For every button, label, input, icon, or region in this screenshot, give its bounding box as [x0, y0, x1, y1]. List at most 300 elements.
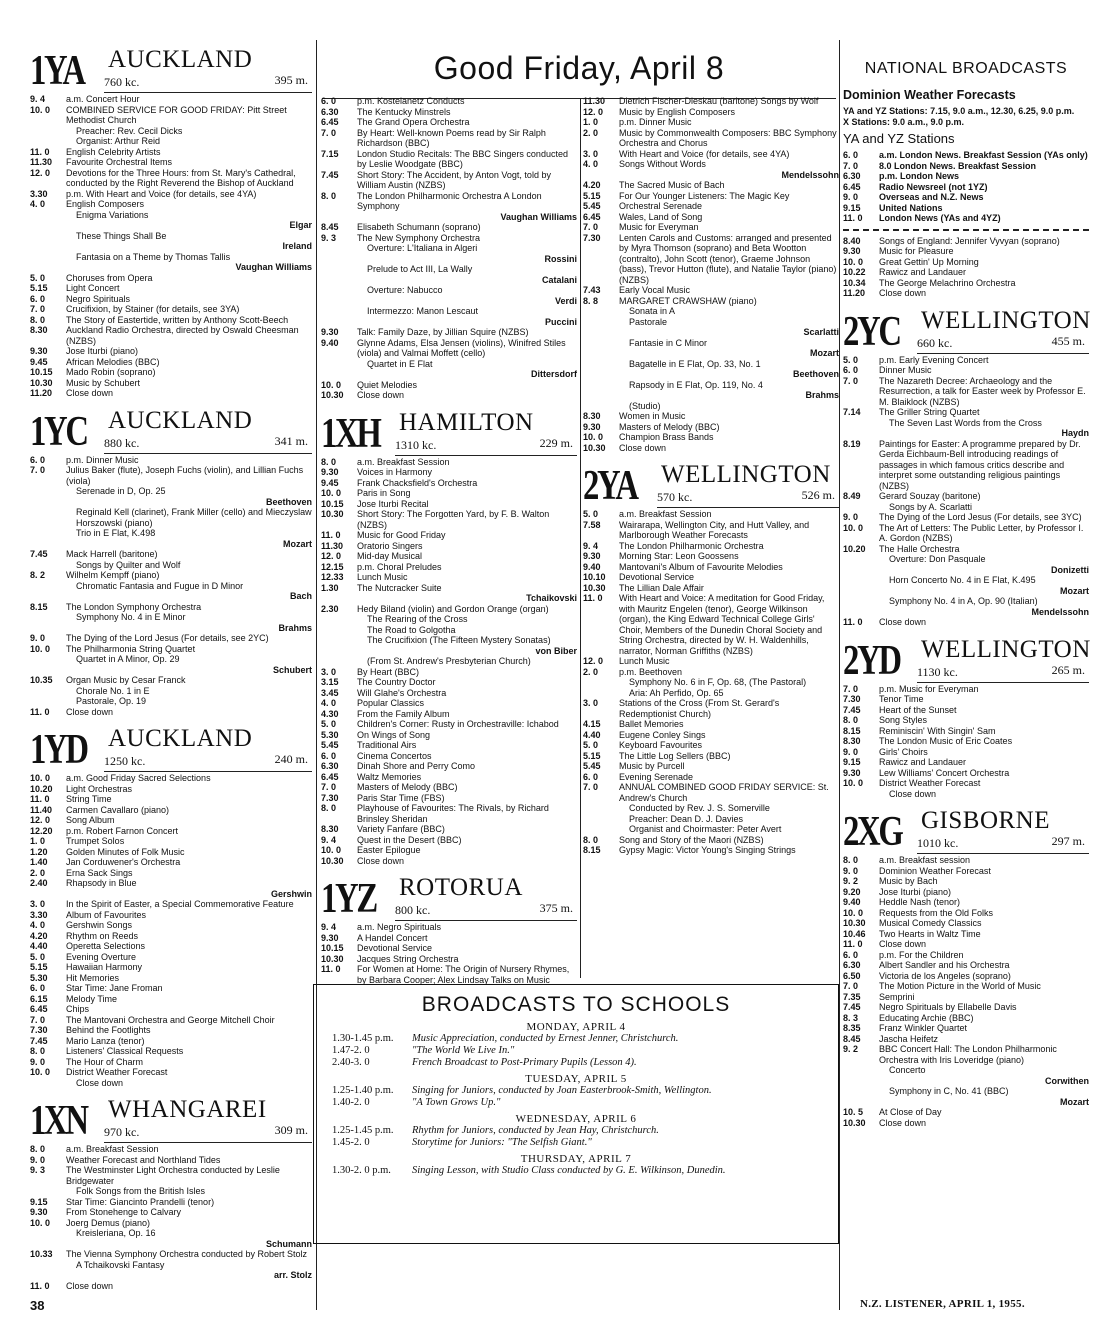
- programme-item: [30, 1249, 312, 1260]
- dashed-divider: [843, 229, 1089, 231]
- national-evening-programme: [843, 236, 1089, 299]
- programme-time: 7.30: [30, 1025, 48, 1035]
- programme-item: [583, 740, 839, 751]
- programme-time: 9. 0: [30, 1056, 46, 1067]
- programme-time: [30, 696, 66, 707]
- composer: Tchaikovski: [526, 593, 577, 603]
- programme-item: [321, 803, 577, 824]
- programme-description: With Heart and Voice: A meditation for Good Friday, with Mauritz Engelen (tenor), George Wilkinson (organ), the King Edward Technical College Girls' Choir, Members of the Dunedin Choral Society and String Orchestra, directed by W. H. Waldenhills, narrator, Norman Griffiths (NZBS): [619, 593, 825, 656]
- programme-item: [321, 730, 577, 741]
- programme-description: The Kentucky Minstrels: [357, 106, 451, 117]
- programme-description: a.m. Negro Spirituals: [357, 922, 442, 932]
- programme-list: [321, 457, 577, 867]
- programme-description: p.m. Dinner Music: [619, 117, 692, 127]
- composer: Beethoven: [265, 496, 312, 507]
- programme-time: 6.45: [843, 181, 861, 192]
- programme-description: Gershwin Songs: [66, 920, 133, 930]
- programme-item-group: [583, 369, 839, 380]
- programme-description: Carmen Cavallaro (piano): [66, 804, 170, 815]
- programme-list: [843, 355, 1089, 628]
- programme-time: 10. 0: [30, 773, 51, 783]
- programme-description: Albert Sandler and his Orchestra: [879, 960, 1010, 970]
- schools-time: 1.30-2. 0 p.m.: [332, 1165, 391, 1176]
- programme-time: [321, 243, 357, 254]
- programme-description: Serenade in D, Op. 25: [76, 486, 166, 496]
- programme-item-group: [321, 583, 577, 604]
- programme-time: 9.40: [321, 337, 339, 348]
- programme-description: The New Symphony Orchestra: [357, 232, 481, 243]
- composer: Beethoven: [792, 369, 839, 379]
- programme-time: 8.15: [30, 601, 48, 612]
- programme-item: [30, 696, 312, 707]
- programme-time: 10.30: [321, 509, 344, 519]
- programme-item: [583, 128, 839, 149]
- programme-description: The Halle Orchestra: [879, 543, 960, 554]
- composer: Elgar: [289, 220, 312, 230]
- programme-item: [843, 203, 1089, 214]
- station-call-sign: 2XG: [843, 809, 902, 855]
- programme-item: [843, 491, 1089, 502]
- programme-description: p.m. For the Children: [879, 949, 964, 960]
- programme-item: [30, 910, 312, 921]
- programme-time: [321, 614, 357, 625]
- programme-time: 10.35: [30, 675, 53, 685]
- programme-item: [321, 835, 577, 846]
- programme-time: 9.40: [843, 897, 861, 907]
- programme-time: [30, 136, 66, 147]
- programme-item: [583, 824, 839, 835]
- programme-description: Dietrich Fischer-Dieskau (baritone) Songs by Wolf: [619, 96, 819, 106]
- schools-description: Rhythm for Juniors, conducted by Jean Hay, Christchurch.: [412, 1125, 659, 1136]
- programme-item: [30, 560, 312, 571]
- station-2yd: [843, 634, 1089, 800]
- station-frequency: 1310 kc.: [395, 437, 437, 452]
- programme-time: 7.14: [843, 407, 861, 417]
- programme-item: [321, 467, 577, 478]
- programme-item: [30, 570, 312, 581]
- programme-description: p.m. Choral Preludes: [357, 561, 442, 572]
- composer: Brahms: [805, 390, 839, 400]
- programme-item: [321, 688, 577, 699]
- programme-item: [30, 973, 312, 984]
- programme-item: [843, 981, 1089, 992]
- programme-item: [30, 105, 312, 126]
- schools-description: "The World We Live In.": [412, 1045, 515, 1056]
- station-city: WELLINGTON: [661, 461, 831, 488]
- programme-description: Ballet Memories: [619, 719, 684, 729]
- programme-time: 4.30: [321, 708, 339, 719]
- programme-description: Close down: [66, 1280, 114, 1291]
- programme-time: 11. 0: [30, 794, 50, 804]
- programme-description: p.m. Beethoven: [619, 666, 683, 677]
- composer: Catalani: [541, 274, 577, 285]
- programme-item: [30, 1155, 312, 1166]
- programme-item: [583, 845, 839, 856]
- station-1yz-afternoon: [583, 96, 839, 453]
- programme-item: [583, 572, 839, 583]
- station-wavelength: 375 m.: [539, 901, 573, 915]
- programme-item: [843, 715, 1089, 726]
- programme-description: Music for Pleasure: [879, 246, 954, 256]
- programme-item: [321, 954, 577, 965]
- station-city: GISBORNE: [921, 807, 1051, 834]
- programme-description: Rapsody in E Flat, Op. 119, No. 4: [629, 379, 763, 390]
- station-header: [843, 305, 1089, 355]
- programme-item: [321, 635, 577, 646]
- programme-description: Heart of the Sunset: [879, 704, 957, 715]
- programme-time: 5.45: [583, 201, 601, 211]
- programme-time: 6. 0: [843, 150, 859, 160]
- programme-item: [30, 962, 312, 973]
- programme-description: Song Styles: [879, 715, 928, 725]
- programme-description: The Philharmonia String Quartet: [66, 643, 196, 654]
- programme-item: [843, 736, 1089, 747]
- station-header: [30, 405, 312, 455]
- programme-time: 7.43: [583, 285, 601, 295]
- programme-item: [321, 933, 577, 944]
- programme-time: 9.30: [321, 467, 339, 477]
- programme-description: From Stonehenge to Calvary: [66, 1207, 182, 1217]
- programme-time: 9. 0: [30, 633, 46, 643]
- programme-item: [30, 1165, 312, 1186]
- programme-time: 10. 0: [583, 432, 604, 442]
- programme-description: Rawicz and Landauer: [879, 267, 967, 277]
- programme-time: 7. 0: [843, 160, 859, 171]
- programme-description: Victoria de los Angeles (soprano): [879, 970, 1011, 981]
- programme-description: Mack Harrell (baritone): [66, 549, 158, 559]
- programme-description: Hedy Biland (violin) and Gordon Orange (organ): [357, 603, 549, 614]
- programme-description: Organist and Choirmaster: Peter Avert: [629, 824, 782, 834]
- composer: Mozart: [283, 538, 312, 549]
- programme-time: 4. 0: [321, 698, 337, 708]
- programme-time: 10.15: [321, 943, 344, 953]
- programme-item: [583, 593, 839, 656]
- programme-time: [30, 612, 66, 623]
- programme-item: [321, 107, 577, 118]
- programme-description: Early Vocal Music: [619, 285, 691, 295]
- station-header: [30, 44, 312, 94]
- programme-description: Wales, Land of Song: [619, 211, 703, 222]
- station-frequency: 800 kc.: [395, 903, 431, 917]
- programme-time: [321, 635, 357, 646]
- broadcasts-to-schools-box: [313, 984, 839, 1244]
- programme-description: Songs Without Words: [619, 159, 706, 169]
- programme-item: [321, 943, 577, 954]
- programme-time: 7.45: [321, 169, 339, 180]
- column-4: [843, 84, 1089, 1128]
- programme-time: 6.15: [30, 993, 48, 1004]
- schools-item: [314, 1085, 838, 1097]
- programme-item: [583, 803, 839, 814]
- programme-item: [843, 866, 1089, 877]
- programme-description: Short Story: The Accident, by Anton Vogt, told by William Austin (NZBS): [357, 169, 551, 190]
- programme-time: 9. 3: [30, 1165, 46, 1175]
- programme-description: Jose Iturbi (piano): [879, 886, 952, 897]
- programme-description: Variety Fanfare (BBC): [357, 824, 445, 834]
- programme-time: 8. 2: [30, 570, 46, 580]
- programme-item: [843, 778, 1089, 789]
- programme-description: 8.0 London News. Breakfast Session: [879, 160, 1037, 171]
- programme-description: Jacques String Orchestra: [357, 953, 459, 964]
- programme-item: [321, 530, 577, 541]
- programme-item: [30, 836, 312, 847]
- programme-time: [583, 338, 619, 349]
- schools-item: [314, 1045, 838, 1057]
- programme-item: [30, 941, 312, 952]
- programme-description: Melody Time: [66, 993, 118, 1004]
- programme-item: [843, 1118, 1089, 1129]
- programme-description: Negro Spirituals: [66, 293, 131, 304]
- programme-time: 6.45: [321, 771, 339, 782]
- programme-description: Close down: [76, 1077, 124, 1088]
- programme-time: [321, 625, 357, 636]
- programme-description: Close down: [357, 390, 405, 400]
- programme-item: [843, 971, 1089, 982]
- programme-item: [843, 684, 1089, 695]
- schools-time: 1.25-1.45 p.m.: [332, 1125, 394, 1136]
- programme-description: Champion Brass Bands: [619, 432, 714, 442]
- programme-item: [321, 359, 577, 370]
- programme-description: Lew Williams' Concert Orchestra: [879, 767, 1010, 778]
- programme-description: The London Music of Eric Coates: [879, 736, 1013, 746]
- station-header-rule: [104, 1142, 312, 1143]
- programme-time: 11. 0: [843, 617, 863, 627]
- programme-item: [583, 149, 839, 160]
- programme-time: [30, 1260, 66, 1271]
- programme-item: [30, 273, 312, 284]
- programme-item: [583, 285, 839, 296]
- programme-description: Popular Classics: [357, 698, 425, 708]
- station-header-rule: [917, 853, 1089, 854]
- programme-description: By Heart: Well-known Poems read by Sir Ralph Richardson (BBC): [357, 127, 546, 148]
- schools-description: Singing for Juniors, conducted by Joan Easterbrook-Smith, Wellington.: [412, 1085, 712, 1096]
- composer: Puccini: [544, 316, 577, 327]
- programme-description: COMBINED SERVICE FOR GOOD FRIDAY: Pitt Street Methodist Church: [66, 104, 287, 125]
- programme-description: Paris in Song: [357, 488, 411, 498]
- composer: arr. Stolz: [273, 1270, 312, 1280]
- programme-time: 5.45: [321, 740, 339, 750]
- programme-description: These Things Shall Be: [76, 230, 167, 241]
- programme-description: Heddle Nash (tenor): [879, 897, 961, 907]
- programme-description: a.m. Breakfast Session: [66, 1144, 159, 1154]
- station-header-rule: [917, 682, 1089, 683]
- programme-description: Oratorio Singers: [357, 540, 423, 551]
- programme-time: 9. 4: [321, 922, 337, 932]
- programme-time: 10.30: [321, 855, 344, 866]
- programme-item: [321, 117, 577, 128]
- station-2ya: [583, 459, 839, 856]
- programme-item: [30, 1057, 312, 1068]
- programme-description: Crucifixion, by Stainer (for details, see 3YA): [66, 304, 240, 314]
- programme-item: [321, 541, 577, 552]
- programme-item: [30, 231, 312, 242]
- programme-item: [583, 698, 839, 719]
- programme-item: [843, 1044, 1089, 1065]
- schools-time: 1.45-2. 0: [332, 1137, 370, 1148]
- programme-description: Reginald Kell (clarinet), Frank Miller (cello) and Mieczyslaw Horszowski (piano): [76, 507, 312, 528]
- schools-description: Music Appreciation, conducted by Ernest Jenner, Christchurch.: [412, 1033, 679, 1044]
- programme-time: 8.19: [843, 438, 861, 449]
- programme-item: [583, 401, 839, 412]
- programme-time: 10. 0: [843, 522, 864, 533]
- programme-time: 12. 0: [30, 815, 51, 825]
- programme-item: [321, 751, 577, 762]
- programme-item: [30, 378, 312, 389]
- programme-description: Reminiscin' With Singin' Sam: [879, 725, 996, 736]
- programme-time: 12.20: [30, 825, 53, 836]
- programme-time: [583, 306, 619, 317]
- programme-time: [583, 380, 619, 391]
- programme-item: [321, 761, 577, 772]
- programme-time: 7. 0: [30, 1014, 46, 1025]
- programme-description: London News (YAs and 4YZ): [879, 213, 1001, 223]
- programme-description: Album of Favourites: [66, 909, 147, 920]
- programme-item: [843, 1065, 1089, 1076]
- programme-time: 8. 0: [30, 1144, 46, 1154]
- programme-description: Chips: [66, 1004, 90, 1014]
- programme-description: Keyboard Favourites: [619, 740, 703, 750]
- programme-description: The Rearing of the Cross: [367, 614, 468, 624]
- programme-item: [843, 596, 1089, 607]
- programme-time: [583, 401, 619, 412]
- station-city: ROTORUA: [399, 874, 523, 901]
- broadcasts-to-schools-title: BROADCASTS TO SCHOOLS: [421, 993, 731, 1016]
- programme-time: 5. 0: [321, 719, 337, 729]
- programme-item: [321, 285, 577, 296]
- programme-item: [583, 688, 839, 699]
- programme-description: Light Orchestras: [66, 783, 133, 794]
- programme-description: Mario Lanza (tenor): [66, 1035, 145, 1046]
- programme-item: [843, 512, 1089, 523]
- programme-item: [843, 418, 1089, 429]
- programme-list: [321, 96, 577, 401]
- programme-item: [583, 772, 839, 783]
- programme-list: [583, 509, 839, 856]
- programme-time: 5.30: [321, 729, 339, 740]
- programme-item: [321, 338, 577, 359]
- programme-item: [30, 794, 312, 805]
- station-header-rule: [917, 353, 1089, 354]
- programme-description: Jascha Heifetz: [879, 1033, 939, 1044]
- composer: Bach: [289, 591, 312, 601]
- programme-description: Stations of the Cross (From St. Gerard's Redemptionist Church): [619, 698, 780, 719]
- programme-description: BBC Concert Hall: The London Philharmonic Orchestra with Iris Loveridge (piano): [879, 1044, 1057, 1065]
- programme-description: Easter Epilogue: [357, 845, 421, 855]
- programme-item: [321, 478, 577, 489]
- programme-time: 11. 0: [321, 964, 341, 974]
- programme-item: [843, 182, 1089, 193]
- schools-item: [314, 1125, 838, 1137]
- programme-description: African Melodies (BBC): [66, 356, 160, 367]
- programme-item-group: [583, 380, 839, 401]
- programme-time: 7. 0: [30, 465, 46, 475]
- programme-time: 10.15: [30, 367, 53, 377]
- schools-item: [314, 1057, 838, 1069]
- station-wavelength: 265 m.: [1051, 662, 1085, 677]
- programme-description: Horn Concerto No. 4 in E Flat, K.495: [889, 575, 1036, 585]
- programme-time: 10.20: [843, 543, 866, 554]
- programme-time: [321, 264, 357, 275]
- programme-item: [583, 751, 839, 762]
- programme-description: Two Hearts in Waltz Time: [879, 928, 981, 939]
- programme-time: 9.20: [843, 886, 861, 897]
- programme-description: a.m. London News. Breakfast Session (YAs only): [879, 150, 1088, 160]
- programme-time: 6. 0: [30, 454, 46, 465]
- programme-time: 8.35: [843, 1023, 861, 1033]
- station-header: [321, 872, 577, 922]
- programme-description: Enigma Variations: [76, 209, 149, 220]
- programme-time: [321, 306, 357, 317]
- programme-item: [30, 1144, 312, 1155]
- programme-item: [30, 157, 312, 168]
- programme-description: Symphony No. 4 in A, Op. 90 (Italian): [889, 596, 1038, 606]
- station-header: [583, 459, 839, 509]
- programme-item: [843, 439, 1089, 492]
- station-header: [843, 634, 1089, 684]
- programme-item-group: [321, 306, 577, 327]
- programme-description: Morning Star: Leon Goossens: [619, 551, 739, 561]
- programme-time: 7.30: [843, 694, 861, 704]
- programme-item: [843, 278, 1089, 289]
- programme-description: String Time: [66, 794, 112, 804]
- programme-time: 8.15: [583, 845, 601, 855]
- programme-time: 9. 2: [843, 876, 859, 886]
- programme-item: [583, 117, 839, 128]
- programme-item: [843, 960, 1089, 971]
- programme-item: [843, 617, 1089, 628]
- programme-item: [30, 847, 312, 858]
- programme-time: 9.15: [30, 1196, 48, 1207]
- programme-description: Overseas and N.Z. News: [879, 192, 984, 202]
- programme-item: [583, 667, 839, 678]
- programme-item: [321, 719, 577, 730]
- programme-description: The London Philharmonic Orchestra: [619, 540, 764, 551]
- programme-time: 4. 0: [30, 920, 46, 930]
- programme-item: [321, 390, 577, 401]
- programme-item: [30, 1046, 312, 1057]
- programme-time: 5.45: [583, 761, 601, 771]
- programme-item: [30, 1260, 312, 1271]
- programme-description: The Mantovani Orchestra and George Mitchell Choir: [66, 1014, 275, 1025]
- programme-description: The Motion Picture in the World of Music: [879, 981, 1041, 991]
- programme-description: Will Glahe's Orchestra: [357, 687, 447, 698]
- programme-item: [843, 918, 1089, 929]
- programme-description: Tenor Time: [879, 694, 924, 704]
- programme-time: 12. 0: [321, 551, 342, 561]
- programme-item: [30, 994, 312, 1005]
- programme-time: 7. 0: [843, 981, 859, 991]
- programme-description: A Tchaikovski Fantasy: [76, 1259, 165, 1270]
- programme-time: 7.58: [583, 519, 601, 530]
- programme-description: Eugene Conley Sings: [619, 729, 706, 740]
- programme-item: [843, 523, 1089, 544]
- programme-item: [321, 740, 577, 751]
- programme-description: Preacher: Rev. Cecil Dicks: [76, 125, 183, 136]
- programme-time: 10. 0: [30, 1067, 51, 1077]
- station-1yd: [30, 723, 312, 1088]
- programme-time: 6. 0: [30, 293, 46, 304]
- programme-item: [30, 983, 312, 994]
- station-frequency: 880 kc.: [104, 435, 140, 450]
- programme-description: Pastorale, Op. 19: [76, 696, 147, 706]
- programme-list: [843, 236, 1089, 299]
- composer: Vaughan Williams: [500, 211, 577, 222]
- programme-item: [583, 562, 839, 573]
- programme-description: London Studio Recitals: The BBC Singers conducted by Leslie Woodgate (BBC): [357, 148, 568, 169]
- programme-description: Julius Baker (flute), Joseph Fuchs (violin), and Lillian Fuchs (viola): [66, 465, 304, 486]
- programme-item: [843, 1107, 1089, 1118]
- programme-time: 4.15: [583, 719, 601, 729]
